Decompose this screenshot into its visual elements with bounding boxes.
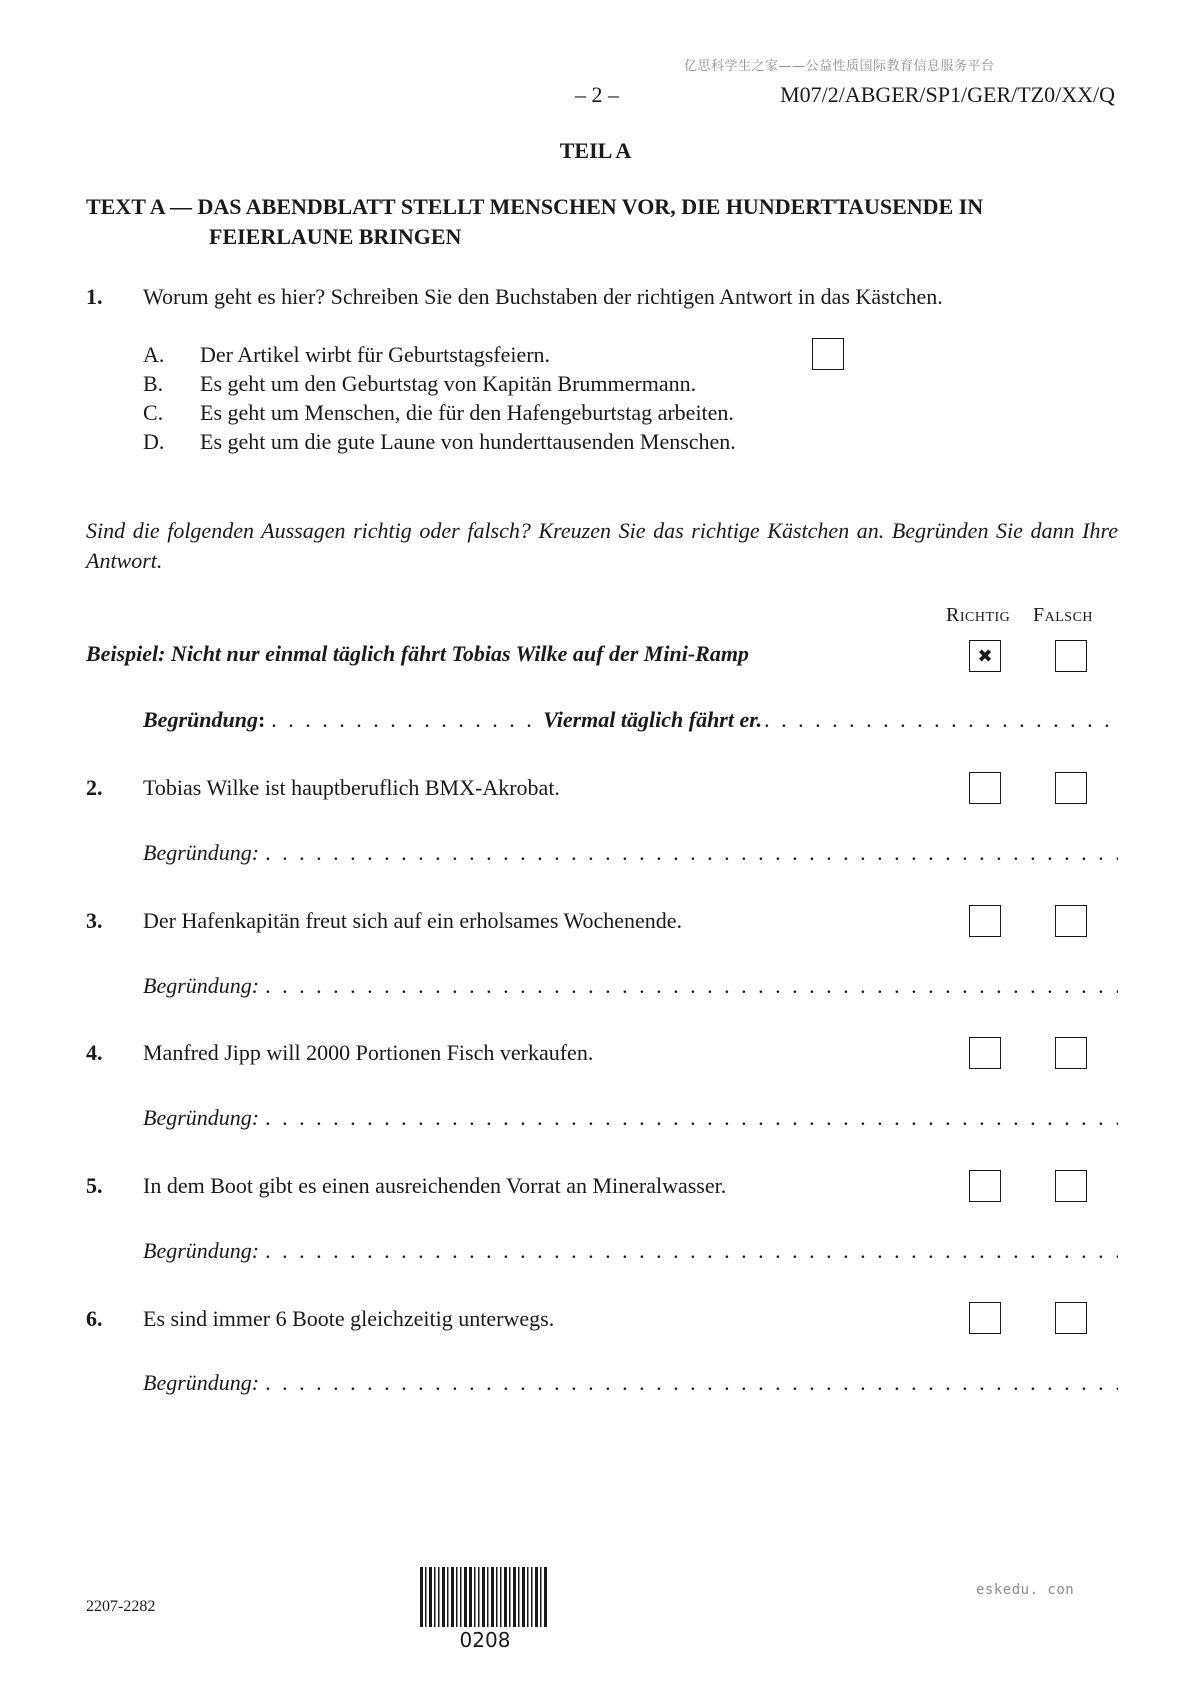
option-b-text: Es geht um den Geburtstag von Kapitän Brummermann. <box>200 371 697 396</box>
text-title-line1: TEXT A — DAS ABENDBLATT STELLT MENSCHEN VOR, DIE HUNDERTTAUSENDE IN <box>86 194 984 219</box>
dotted-line <box>271 707 541 733</box>
statement-5-falsch-checkbox[interactable] <box>1055 1170 1087 1202</box>
dotted-line <box>265 840 1118 866</box>
dotted-line <box>265 1370 1118 1396</box>
footer-code: 2207-2282 <box>86 1598 156 1615</box>
dotted-line <box>764 707 1118 733</box>
statement-3-text: Der Hafenkapitän freut sich auf ein erholsames Wochenende. <box>143 908 683 933</box>
statement-4-richtig-checkbox[interactable] <box>969 1037 1001 1069</box>
barcode-number: 0208 <box>459 1628 511 1652</box>
statement-6-text: Es sind immer 6 Boote gleichzeitig unterwegs. <box>143 1306 555 1331</box>
column-header-richtig: Richtig <box>946 604 1011 626</box>
example-answer: Viermal täglich fährt er. <box>543 707 763 732</box>
statement-5-number: 5. <box>86 1173 103 1198</box>
reason-label: Begründung: <box>143 840 260 865</box>
dotted-line <box>265 1238 1118 1264</box>
statement-3-richtig-checkbox[interactable] <box>969 905 1001 937</box>
instructions-text: Sind die folgenden Aussagen richtig oder falsch? Kreuzen Sie das richtige Kästchen an. Begründen Sie dann Ihre Antwort. <box>86 518 1118 573</box>
statement-5-richtig-checkbox[interactable] <box>969 1170 1001 1202</box>
question-1-text: Worum geht es hier? Schreiben Sie den Buchstaben der richtigen Antwort in das Kästchen. <box>143 284 943 309</box>
site-watermark: eskedu. con <box>976 1582 1075 1598</box>
page-number: – 2 – <box>575 82 619 107</box>
question-1-number: 1. <box>86 284 103 309</box>
answer-box-question-1[interactable] <box>812 338 844 370</box>
section-title: TEIL A <box>559 138 632 163</box>
watermark-text: 亿思科学生之家——公益性质国际教育信息服务平台 <box>684 59 995 74</box>
example-richtig-checkbox[interactable] <box>969 640 1001 672</box>
reason-label: Begründung: <box>143 1105 260 1130</box>
option-a-letter: A. <box>143 342 165 367</box>
dotted-line <box>265 973 1118 999</box>
statement-4-text: Manfred Jipp will 2000 Portionen Fisch verkaufen. <box>143 1040 594 1065</box>
example-reason-label: Begründung <box>143 707 258 732</box>
example-reason-colon: : <box>257 707 266 732</box>
reason-label: Begründung: <box>143 973 260 998</box>
dotted-line <box>265 1105 1118 1131</box>
statement-2-text: Tobias Wilke ist hauptberuflich BMX-Akrobat. <box>143 775 560 800</box>
option-c-letter: C. <box>143 400 164 425</box>
statement-6-richtig-checkbox[interactable] <box>969 1302 1001 1334</box>
statement-4-number: 4. <box>86 1040 103 1065</box>
statement-2-reason-line[interactable] <box>143 840 1118 866</box>
text-title-line2: FEIERLAUNE BRINGEN <box>209 224 462 249</box>
example-reason-line <box>143 707 1118 733</box>
statement-2-number: 2. <box>86 775 103 800</box>
document-code: M07/2/ABGER/SP1/GER/TZ0/XX/Q <box>780 82 1115 107</box>
statement-2-falsch-checkbox[interactable] <box>1055 772 1087 804</box>
option-b-letter: B. <box>143 371 164 396</box>
statement-2-richtig-checkbox[interactable] <box>969 772 1001 804</box>
option-d-text: Es geht um die gute Laune von hunderttausenden Menschen. <box>200 429 736 454</box>
option-a-text: Der Artikel wirbt für Geburtstagsfeiern. <box>200 342 551 367</box>
statement-3-falsch-checkbox[interactable] <box>1055 905 1087 937</box>
statement-6-number: 6. <box>86 1306 103 1331</box>
barcode-icon <box>420 1567 550 1627</box>
statement-3-number: 3. <box>86 908 103 933</box>
statement-5-reason-line[interactable] <box>143 1238 1118 1264</box>
cross-mark-icon: ✖ <box>977 645 993 667</box>
reason-label: Begründung: <box>143 1370 260 1395</box>
statement-5-text: In dem Boot gibt es einen ausreichenden Vorrat an Mineralwasser. <box>143 1173 727 1198</box>
reason-label: Begründung: <box>143 1238 260 1263</box>
statement-6-reason-line[interactable] <box>143 1370 1118 1396</box>
example-statement: Beispiel: Nicht nur einmal täglich fährt Tobias Wilke auf der Mini-Ramp <box>86 641 749 666</box>
column-header-falsch: Falsch <box>1033 604 1094 626</box>
option-d-letter: D. <box>143 429 165 454</box>
statement-4-reason-line[interactable] <box>143 1105 1118 1131</box>
example-falsch-checkbox[interactable] <box>1055 640 1087 672</box>
option-c-text: Es geht um Menschen, die für den Hafengeburtstag arbeiten. <box>200 400 734 425</box>
statement-4-falsch-checkbox[interactable] <box>1055 1037 1087 1069</box>
statement-3-reason-line[interactable] <box>143 973 1118 999</box>
statement-6-falsch-checkbox[interactable] <box>1055 1302 1087 1334</box>
